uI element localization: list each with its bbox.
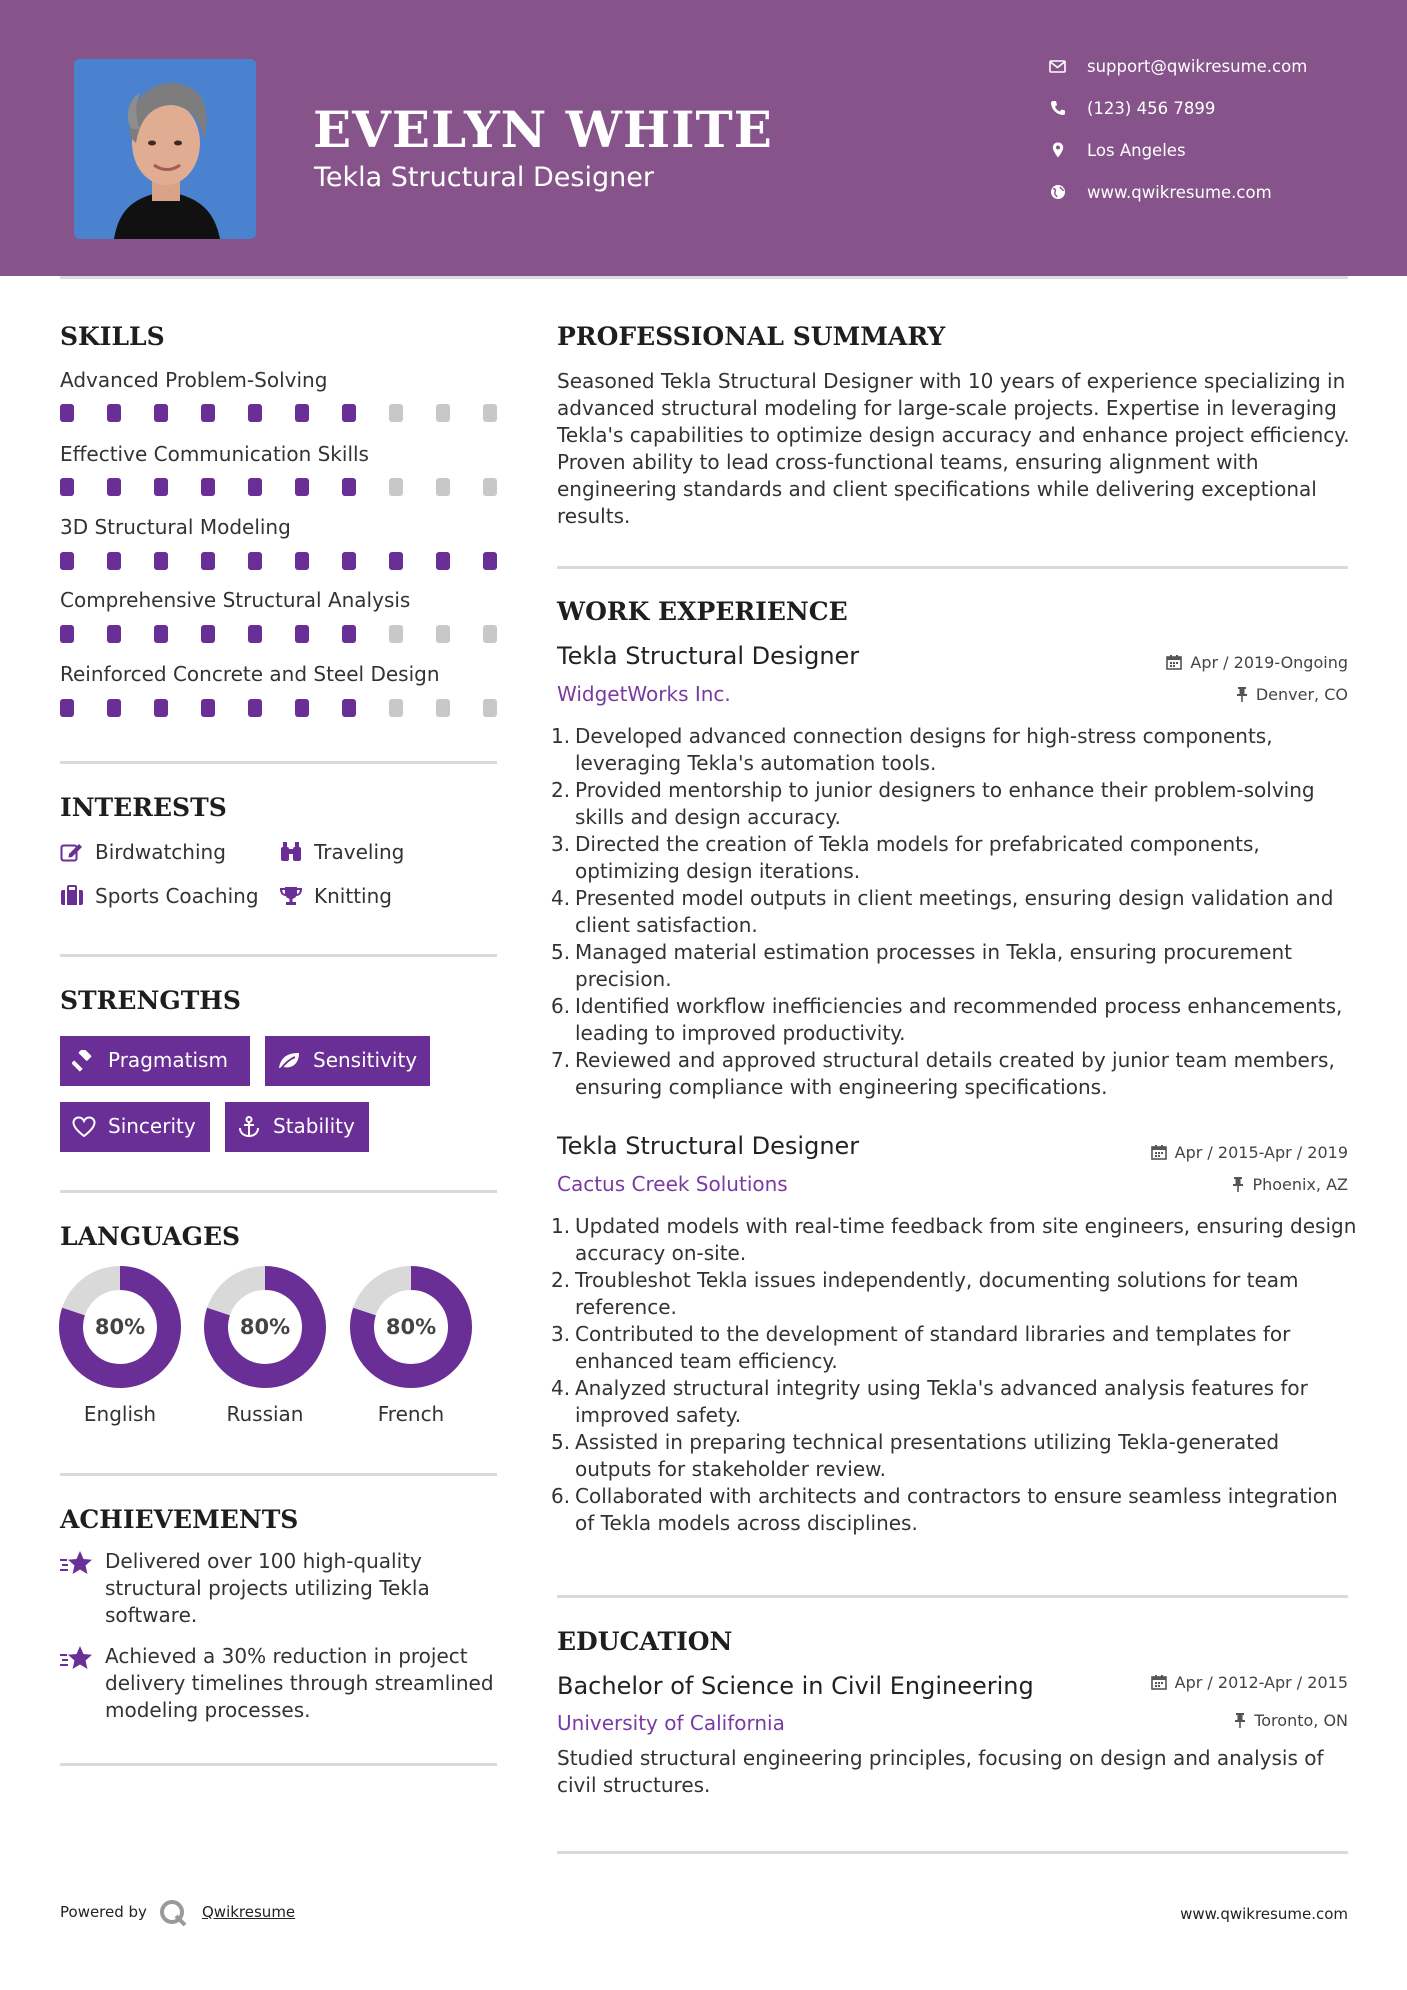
skill-dot-empty <box>483 404 497 422</box>
language-gauge <box>58 1265 182 1389</box>
job-title: Tekla Structural Designer <box>557 1132 860 1160</box>
skill-dot-filled <box>201 552 215 570</box>
job-dates <box>1166 653 1348 672</box>
skill-dot-filled <box>342 478 356 496</box>
job-location-text: Denver, CO <box>1255 685 1348 704</box>
skill-dot-empty <box>389 404 403 422</box>
candidate-title: Tekla Structural Designer <box>314 162 654 193</box>
duty-item: 3. Directed the creation of Tekla models for prefabricated components, optimizing design iterations. <box>551 832 1260 883</box>
school-name: University of California <box>557 1711 785 1735</box>
calendar-icon <box>1166 654 1182 670</box>
language-gauge <box>349 1265 473 1389</box>
skill-dot-filled <box>201 478 215 496</box>
section-divider <box>557 1595 1348 1598</box>
skill-dot-filled <box>295 404 309 422</box>
skill-dot-empty <box>483 625 497 643</box>
section-divider <box>60 1190 497 1193</box>
skill-dot-empty <box>436 699 450 717</box>
gavel-icon <box>72 1050 96 1072</box>
strength-label: Sensitivity <box>313 1048 418 1072</box>
skill-dot-filled <box>107 478 121 496</box>
skill-dot-filled <box>154 404 168 422</box>
email-text: support@qwikresume.com <box>1087 57 1308 76</box>
skill-dot-empty <box>436 478 450 496</box>
duty-item: 4. Presented model outputs in client meetings, ensuring design validation and client satisfaction. <box>551 886 1334 937</box>
experience-heading: WORK EXPERIENCE <box>557 597 848 626</box>
contact-location <box>1049 139 1349 181</box>
skill-name: Comprehensive Structural Analysis <box>60 588 411 612</box>
skill-rating <box>60 552 500 570</box>
contact-list <box>1049 55 1349 223</box>
language-name: Russian <box>226 1402 304 1426</box>
skill-dot-filled <box>60 478 74 496</box>
skill-dot-filled <box>295 699 309 717</box>
job-dates-text: Apr / 2015-Apr / 2019 <box>1174 1143 1348 1162</box>
contact-phone[interactable] <box>1049 97 1349 139</box>
skill-dot-filled <box>201 404 215 422</box>
skill-dot-filled <box>60 404 74 422</box>
map-pin-icon <box>1049 141 1067 159</box>
job-title: Tekla Structural Designer <box>557 642 860 670</box>
section-divider <box>557 566 1348 569</box>
leaf-icon <box>277 1050 301 1072</box>
job-duties <box>551 1213 1357 1537</box>
skill-dot-filled <box>295 552 309 570</box>
skill-dot-empty <box>483 699 497 717</box>
calendar-icon <box>1151 1144 1167 1160</box>
skill-dot-empty <box>389 699 403 717</box>
education-description: Studied structural engineering principles, focusing on design and analysis of civil structures. <box>557 1746 1324 1797</box>
skill-name: Advanced Problem-Solving <box>60 368 328 392</box>
contact-email[interactable] <box>1049 55 1349 97</box>
globe-icon <box>1049 183 1067 201</box>
pushpin-icon <box>1234 1712 1246 1728</box>
star-icon <box>60 1645 94 1671</box>
achievements-heading: ACHIEVEMENTS <box>60 1505 299 1534</box>
skill-dot-filled <box>342 404 356 422</box>
interest-label: Traveling <box>314 840 405 864</box>
skill-dot-filled <box>248 478 262 496</box>
skill-dot-empty <box>389 625 403 643</box>
website-text: www.qwikresume.com <box>1087 183 1272 202</box>
duty-item: 5. Assisted in preparing technical presentations utilizing Tekla-generated outputs for stakeholder review. <box>551 1430 1280 1481</box>
section-divider <box>60 1473 497 1476</box>
skill-dot-filled <box>154 552 168 570</box>
strength-tag <box>225 1102 369 1152</box>
skill-dot-filled <box>107 625 121 643</box>
achievement-text: Achieved a 30% reduction in project delivery timelines through streamlined modeling processes. <box>105 1644 494 1722</box>
skill-dot-filled <box>201 699 215 717</box>
qwikresume-link[interactable]: Qwikresume <box>202 1903 296 1921</box>
education-location-text: Toronto, ON <box>1254 1711 1348 1730</box>
strength-tag <box>60 1036 250 1086</box>
skill-dot-filled <box>60 552 74 570</box>
skill-dot-filled <box>60 625 74 643</box>
section-divider <box>60 1763 497 1766</box>
duty-item: 1. Updated models with real-time feedback from site engineers, ensuring design accuracy on-site. <box>551 1214 1357 1265</box>
skill-dot-filled <box>154 478 168 496</box>
strength-tag <box>60 1102 210 1152</box>
skill-rating <box>60 478 500 496</box>
job-location <box>1232 1175 1348 1194</box>
duty-item: 5. Managed material estimation processes in Tekla, ensuring procurement precision. <box>551 940 1292 991</box>
skill-dot-empty <box>483 478 497 496</box>
degree-title: Bachelor of Science in Civil Engineering <box>557 1672 1034 1700</box>
edit-icon <box>60 841 84 863</box>
skill-dot-filled <box>60 699 74 717</box>
footer-website[interactable]: www.qwikresume.com <box>1180 1905 1348 1923</box>
skill-dot-filled <box>436 552 450 570</box>
achievement-item <box>60 1548 500 1629</box>
powered-by-text: Powered by <box>60 1903 147 1921</box>
skill-name: 3D Structural Modeling <box>60 515 291 539</box>
duty-item: 4. Analyzed structural integrity using Tekla's advanced analysis features for improved safety. <box>551 1376 1308 1427</box>
language-percent: 80% <box>239 1315 291 1339</box>
location-text: Los Angeles <box>1087 141 1186 160</box>
skill-dot-filled <box>248 699 262 717</box>
skill-dot-filled <box>342 552 356 570</box>
contact-website[interactable] <box>1049 181 1349 223</box>
skill-dot-filled <box>107 699 121 717</box>
strength-tag <box>265 1036 430 1086</box>
phone-text: (123) 456 7899 <box>1087 99 1216 118</box>
section-divider <box>60 954 497 957</box>
education-heading: EDUCATION <box>557 1627 733 1656</box>
skill-dot-filled <box>154 625 168 643</box>
achievement-item <box>60 1643 500 1724</box>
resume-header <box>0 0 1407 276</box>
duty-item: 2. Provided mentorship to junior designers to enhance their problem-solving skills and design accuracy. <box>551 778 1315 829</box>
job-dates <box>1151 1143 1348 1162</box>
summary-heading: PROFESSIONAL SUMMARY <box>557 322 946 351</box>
language-percent: 80% <box>94 1315 146 1339</box>
job-location <box>1236 685 1348 704</box>
skill-dot-filled <box>107 404 121 422</box>
summary-text: Seasoned Tekla Structural Designer with 10 years of experience specializing in advanced structural modeling for large-scale projects. Expertise in leveraging Tekla's capabilities to optimize design accuracy and enhance project efficiency. Proven ability to lead cross-functional teams, ensuring alignment with engineering standards and client specifications while delivering exceptional results. <box>557 369 1350 528</box>
duty-item: 2. Troubleshot Tekla issues independently, documenting solutions for team reference. <box>551 1268 1299 1319</box>
heart-icon <box>72 1116 96 1138</box>
calendar-icon <box>1151 1674 1167 1690</box>
skill-dot-filled <box>389 552 403 570</box>
trophy-icon <box>279 885 303 907</box>
skill-dot-filled <box>248 404 262 422</box>
skill-dot-filled <box>248 625 262 643</box>
pushpin-icon <box>1232 1176 1244 1192</box>
skill-dot-filled <box>342 699 356 717</box>
duty-item: 6. Identified workflow inefficiencies and recommended process enhancements, leading to improved productivity. <box>551 994 1343 1045</box>
strength-label: Stability <box>273 1114 355 1138</box>
languages-heading: LANGUAGES <box>60 1222 241 1251</box>
education-dates <box>1151 1673 1348 1692</box>
skill-dot-empty <box>436 404 450 422</box>
skill-rating <box>60 699 500 717</box>
interest-label: Knitting <box>314 884 392 908</box>
anchor-icon <box>237 1116 261 1138</box>
skill-name: Reinforced Concrete and Steel Design <box>60 662 440 686</box>
skill-dot-filled <box>295 625 309 643</box>
profile-photo <box>74 59 256 239</box>
company-name: WidgetWorks Inc. <box>557 682 731 706</box>
skill-dot-filled <box>201 625 215 643</box>
skills-heading: SKILLS <box>60 322 165 351</box>
education-location <box>1234 1711 1348 1730</box>
duty-item: 3. Contributed to the development of standard libraries and templates for enhanced team efficiency. <box>551 1322 1291 1373</box>
interests-heading: INTERESTS <box>60 793 227 822</box>
job-duties <box>551 723 1357 1101</box>
pushpin-icon <box>1236 686 1248 702</box>
language-name: French <box>377 1402 445 1426</box>
phone-icon <box>1049 99 1067 117</box>
section-divider <box>60 761 497 764</box>
duty-item: 7. Reviewed and approved structural details created by junior team members, ensuring compliance with engineering specifications. <box>551 1048 1335 1099</box>
skill-rating <box>60 625 500 643</box>
qwikresume-logo-icon <box>158 1898 188 1928</box>
skill-dot-filled <box>483 552 497 570</box>
skill-rating <box>60 404 500 422</box>
language-gauge <box>203 1265 327 1389</box>
education-dates-text: Apr / 2012-Apr / 2015 <box>1174 1673 1348 1692</box>
skill-name: Effective Communication Skills <box>60 442 369 466</box>
interest-label: Birdwatching <box>95 840 226 864</box>
duty-item: 6. Collaborated with architects and contractors to ensure seamless integration of Tekla models across disciplines. <box>551 1484 1338 1535</box>
language-percent: 80% <box>385 1315 437 1339</box>
job-location-text: Phoenix, AZ <box>1252 1175 1348 1194</box>
language-name: English <box>83 1402 157 1426</box>
briefcase-icon <box>60 885 84 907</box>
header-divider <box>60 276 1348 279</box>
binoculars-icon <box>279 841 303 863</box>
duty-item: 1. Developed advanced connection designs for high-stress components, leveraging Tekla's automation tools. <box>551 724 1273 775</box>
candidate-name: EVELYN WHITE <box>313 100 773 159</box>
skill-dot-filled <box>107 552 121 570</box>
skill-dot-filled <box>154 699 168 717</box>
skill-dot-filled <box>342 625 356 643</box>
strengths-heading: STRENGTHS <box>60 986 241 1015</box>
envelope-icon <box>1049 57 1067 75</box>
interest-label: Sports Coaching <box>95 884 259 908</box>
skill-dot-filled <box>248 552 262 570</box>
strength-label: Pragmatism <box>108 1048 228 1072</box>
company-name: Cactus Creek Solutions <box>557 1172 788 1196</box>
achievement-text: Delivered over 100 high-quality structural projects utilizing Tekla software. <box>105 1549 430 1627</box>
section-divider <box>557 1851 1348 1854</box>
skill-dot-empty <box>436 625 450 643</box>
skill-dot-empty <box>389 478 403 496</box>
star-icon <box>60 1550 94 1576</box>
strength-label: Sincerity <box>108 1114 196 1138</box>
skill-dot-filled <box>295 478 309 496</box>
job-dates-text: Apr / 2019-Ongoing <box>1190 653 1348 672</box>
